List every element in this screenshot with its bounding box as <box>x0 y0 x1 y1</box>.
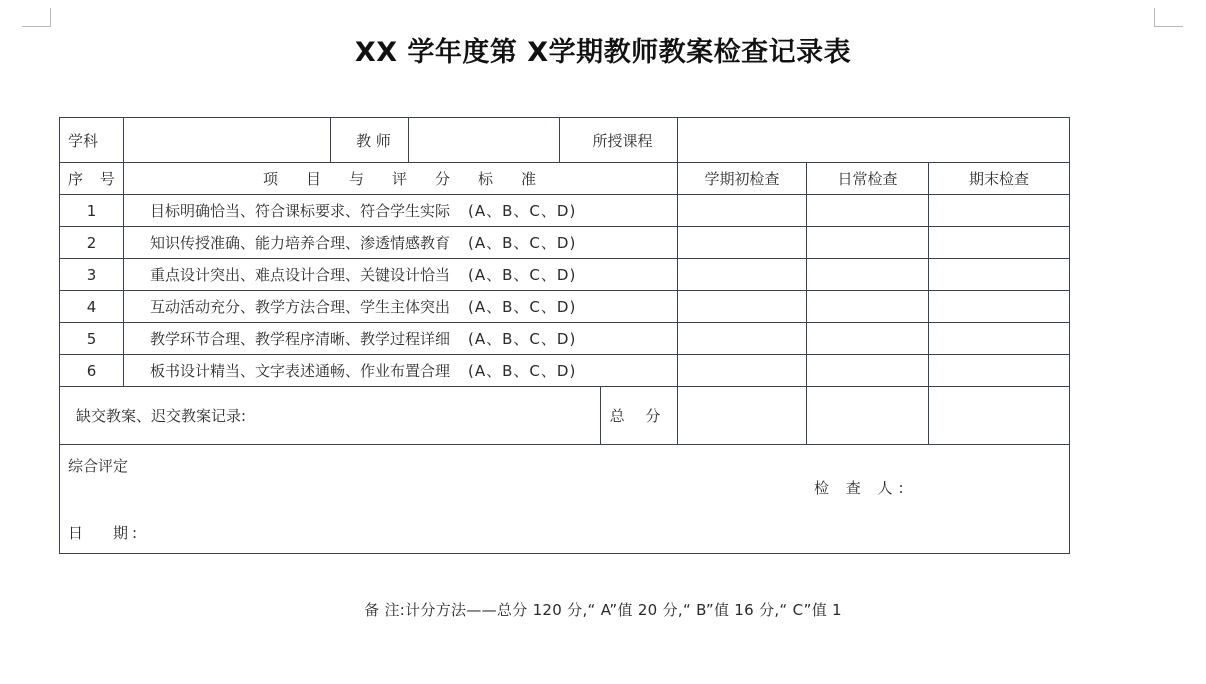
evaluation-cell[interactable] <box>60 445 1070 554</box>
check-end-cell[interactable] <box>929 259 1070 291</box>
page-corner-mark-top-right <box>1154 8 1183 27</box>
check-end-header: 期末检查 <box>929 163 1070 195</box>
item-text: 知识传授准确、能力培养合理、渗透情感教育 <box>150 234 451 252</box>
table-row <box>60 195 1070 227</box>
check-end-cell[interactable] <box>929 227 1070 259</box>
item-text: 互动活动充分、教学方法合理、学生主体突出 <box>150 298 451 316</box>
scoring-note: 备 注:计分方法——总分 120 分,“ A”值 20 分,“ B”值 16 分,“ C”值 1 <box>364 601 842 619</box>
item-text: 目标明确恰当、符合课标要求、符合学生实际 <box>150 202 451 220</box>
check-start-cell[interactable] <box>678 227 807 259</box>
date-label <box>68 522 141 543</box>
item-criteria <box>124 227 678 259</box>
total-daily-cell[interactable] <box>807 387 929 445</box>
column-header-row <box>60 163 1070 195</box>
item-number: 1 <box>60 195 124 227</box>
teacher-label: 教 师 <box>331 118 409 163</box>
check-daily-header: 日常检查 <box>807 163 929 195</box>
item-grade-options: (A、B、C、D) <box>468 330 577 348</box>
date-label-part-1: 日 <box>68 524 88 542</box>
item-criteria <box>124 259 678 291</box>
header-row <box>60 118 1070 163</box>
check-daily-cell[interactable] <box>807 291 929 323</box>
course-field[interactable] <box>678 118 1070 163</box>
course-label: 所授课程 <box>560 118 678 163</box>
table-row <box>60 323 1070 355</box>
item-criteria <box>124 355 678 387</box>
check-end-cell[interactable] <box>929 323 1070 355</box>
total-score-label: 总 分 <box>601 387 678 445</box>
missing-record-label: 缺交教案、迟交教案记录: <box>76 407 247 425</box>
teacher-field[interactable] <box>409 118 560 163</box>
table-row <box>60 259 1070 291</box>
check-end-cell[interactable] <box>929 291 1070 323</box>
total-start-cell[interactable] <box>678 387 807 445</box>
check-start-cell[interactable] <box>678 195 807 227</box>
check-start-cell[interactable] <box>678 323 807 355</box>
subject-field[interactable] <box>124 118 331 163</box>
table-row <box>60 355 1070 387</box>
item-grade-options: (A、B、C、D) <box>468 362 577 380</box>
item-text: 重点设计突出、难点设计合理、关键设计恰当 <box>150 266 451 284</box>
item-grade-options: (A、B、C、D) <box>468 202 577 220</box>
item-text: 教学环节合理、教学程序清晰、教学过程详细 <box>150 330 451 348</box>
check-daily-cell[interactable] <box>807 355 929 387</box>
check-daily-cell[interactable] <box>807 195 929 227</box>
inspector-label: 检 查 人: <box>814 479 910 497</box>
check-start-header: 学期初检查 <box>678 163 807 195</box>
item-text: 板书设计精当、文字表述通畅、作业布置合理 <box>150 362 451 380</box>
check-daily-cell[interactable] <box>807 259 929 291</box>
seq-header: 序 号 <box>60 163 124 195</box>
lesson-plan-check-table <box>59 117 1070 554</box>
check-end-cell[interactable] <box>929 355 1070 387</box>
item-criteria <box>124 195 678 227</box>
check-start-cell[interactable] <box>678 259 807 291</box>
item-grade-options: (A、B、C、D) <box>468 298 577 316</box>
check-daily-cell[interactable] <box>807 227 929 259</box>
item-number: 6 <box>60 355 124 387</box>
evaluation-label: 综合评定 <box>68 457 129 475</box>
item-number: 3 <box>60 259 124 291</box>
item-grade-options: (A、B、C、D) <box>468 266 577 284</box>
item-number: 5 <box>60 323 124 355</box>
document-title: XX 学年度第 X学期教师教案检查记录表 <box>354 37 852 68</box>
table-row <box>60 291 1070 323</box>
check-start-cell[interactable] <box>678 355 807 387</box>
item-number: 2 <box>60 227 124 259</box>
page-corner-mark-top-left <box>22 8 51 27</box>
date-label-part-2: 期: <box>113 524 142 542</box>
check-end-cell[interactable] <box>929 195 1070 227</box>
criteria-header: 项目与评分标准 <box>124 163 678 195</box>
item-criteria <box>124 291 678 323</box>
missing-record-row <box>60 387 1070 445</box>
table-row <box>60 227 1070 259</box>
check-daily-cell[interactable] <box>807 323 929 355</box>
total-end-cell[interactable] <box>929 387 1070 445</box>
check-start-cell[interactable] <box>678 291 807 323</box>
subject-label: 学科 <box>60 118 124 163</box>
item-grade-options: (A、B、C、D) <box>468 234 577 252</box>
item-number: 4 <box>60 291 124 323</box>
item-criteria <box>124 323 678 355</box>
missing-record-cell[interactable] <box>60 387 601 445</box>
evaluation-row <box>60 445 1070 554</box>
